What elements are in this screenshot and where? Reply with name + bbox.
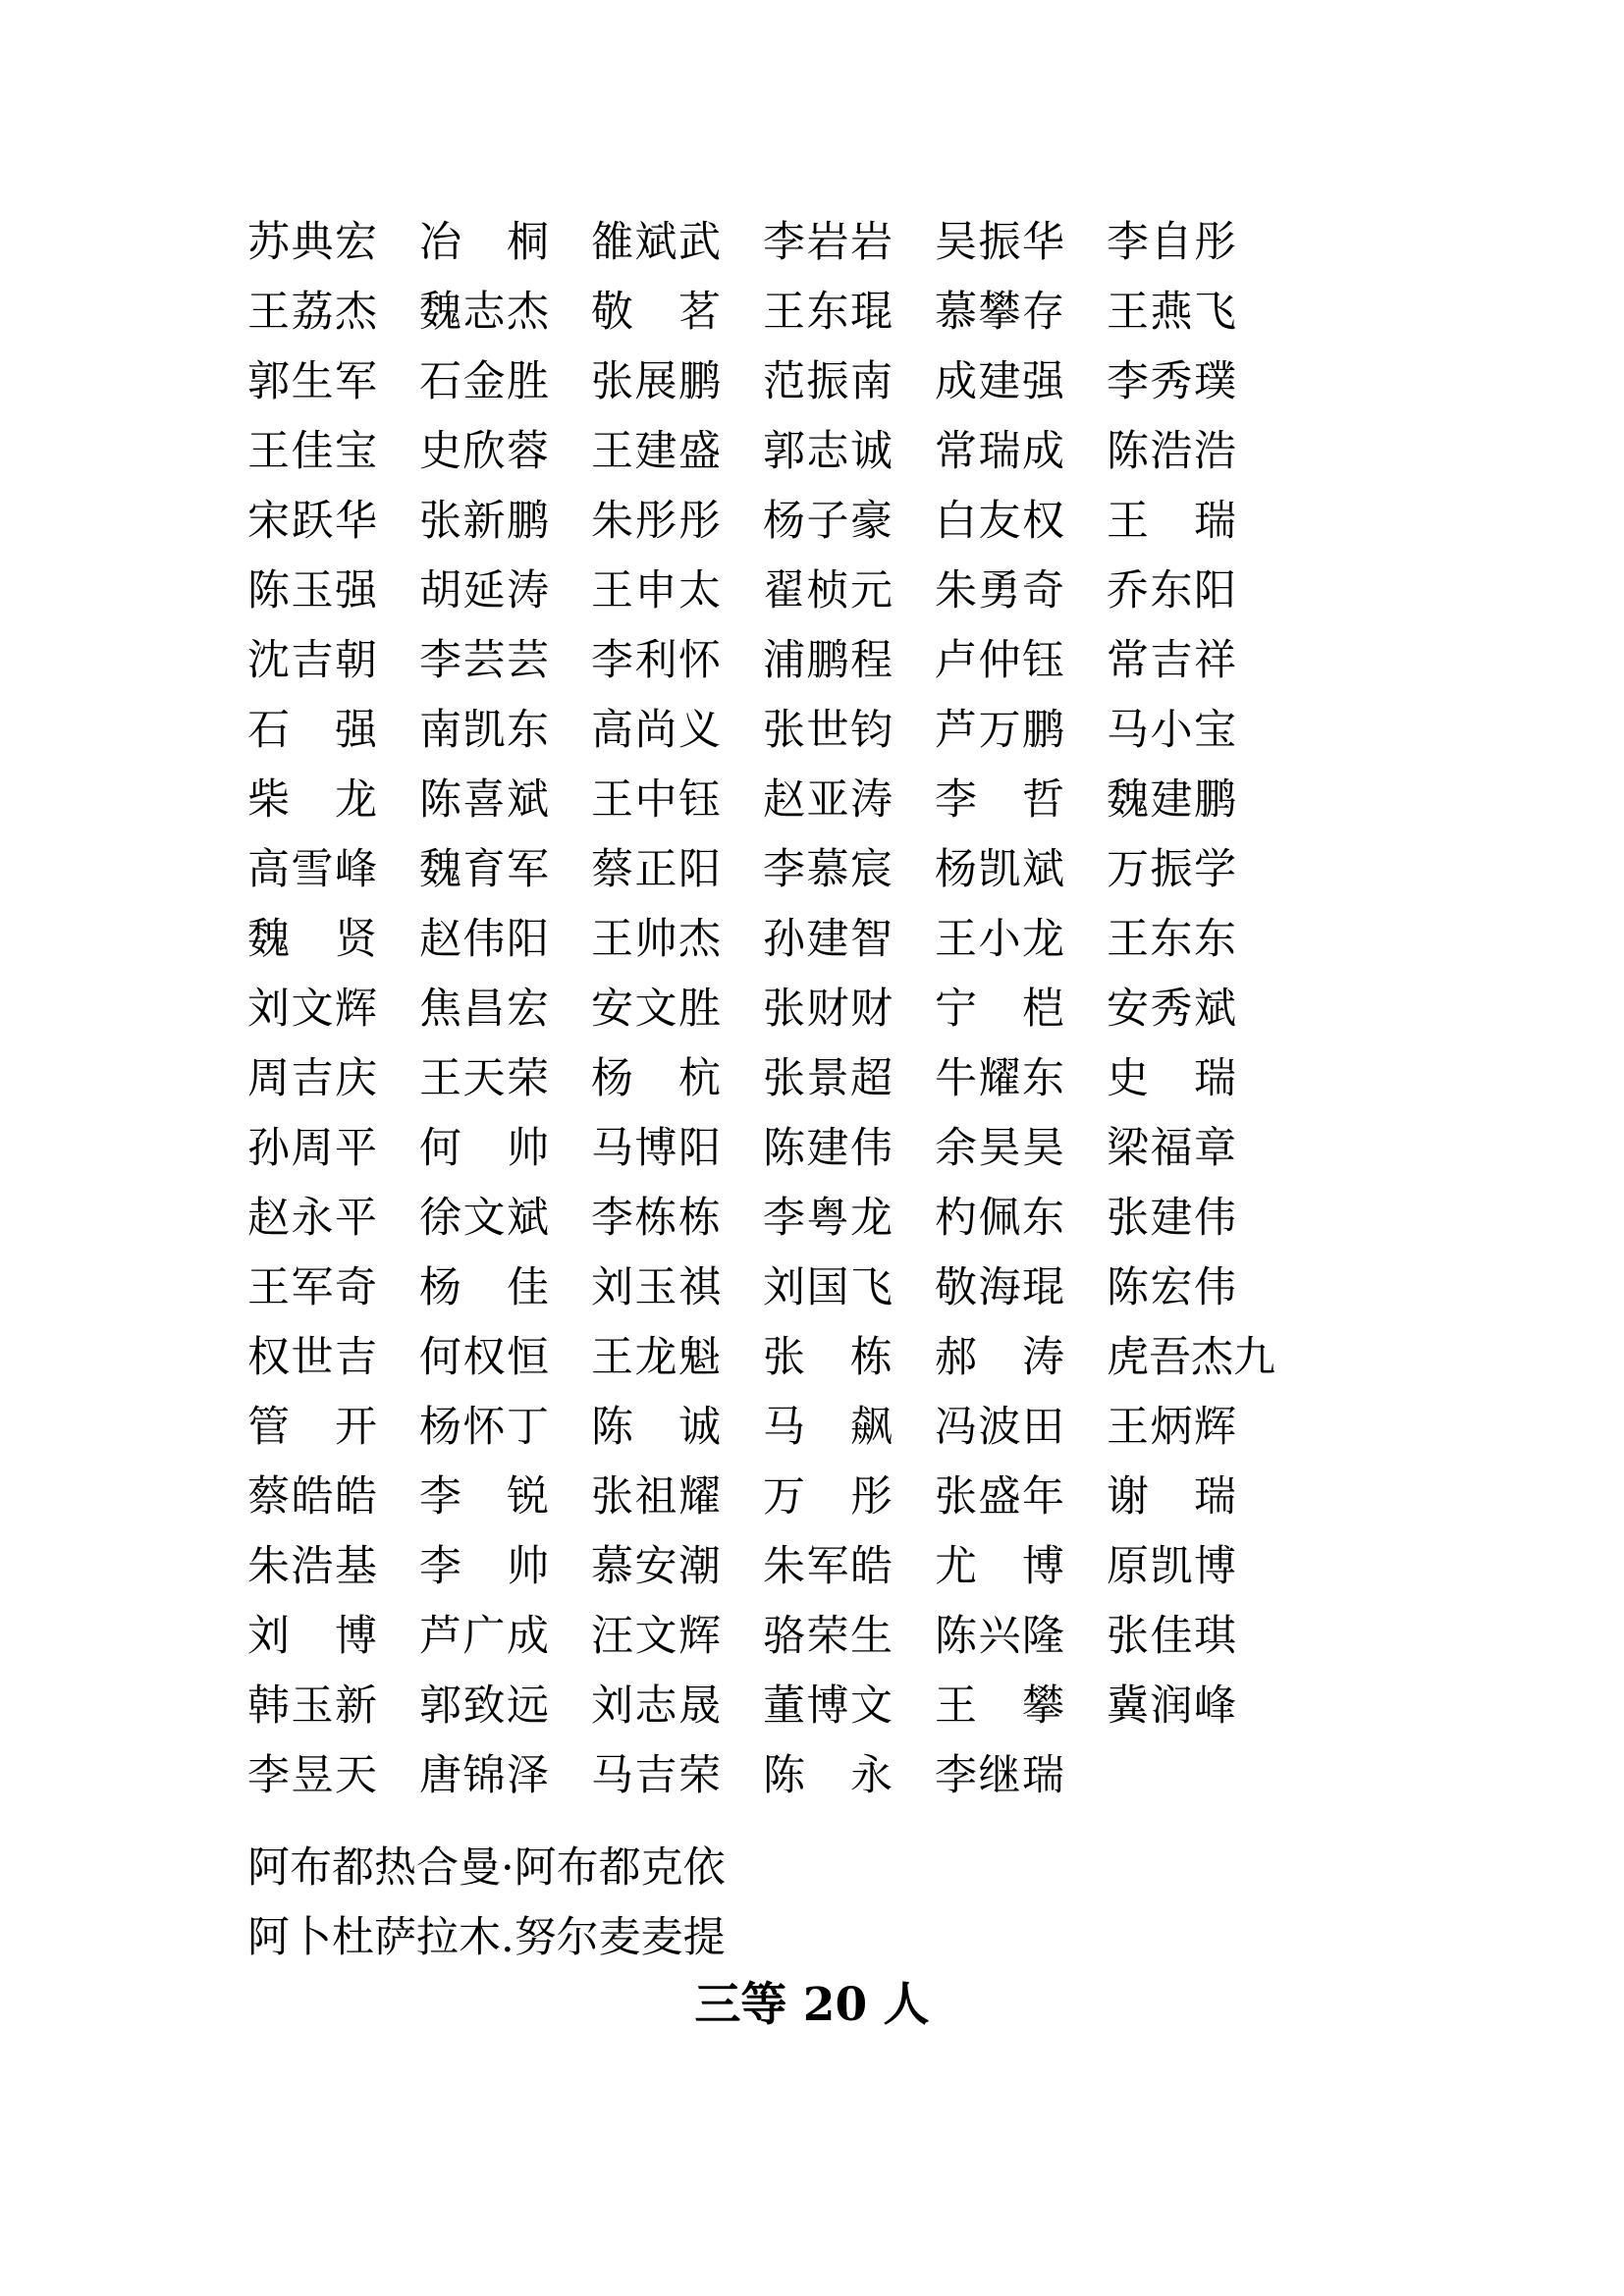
person-name: 乔东阳 (1107, 566, 1236, 615)
person-name: 李秀璞 (1107, 357, 1236, 406)
person-name: 蔡正阳 (591, 845, 721, 894)
person-name: 汪文辉 (591, 1612, 721, 1661)
person-name: 张财财 (763, 985, 893, 1034)
person-name: 石金胜 (419, 357, 549, 406)
person-name: 陈玉强 (247, 566, 377, 615)
person-name: 王东琨 (763, 288, 893, 337)
name-row (247, 1602, 1278, 1672)
person-name: 冶桐 (419, 218, 549, 267)
name-row (247, 1393, 1278, 1463)
person-name: 王军奇 (247, 1263, 377, 1312)
person-name: 陈永 (763, 1751, 893, 1800)
name-row (247, 1044, 1278, 1114)
person-name: 周吉庆 (247, 1054, 377, 1103)
person-name: 史欣蓉 (419, 427, 549, 476)
person-name: 赵永平 (247, 1194, 377, 1243)
name-row (247, 905, 1278, 975)
name-row (247, 766, 1278, 835)
person-name: 张建伟 (1107, 1194, 1236, 1243)
person-name: 杨子豪 (763, 497, 893, 546)
name-row (247, 1323, 1278, 1393)
person-name: 魏志杰 (419, 288, 549, 337)
person-name: 王天荣 (419, 1054, 549, 1103)
person-name: 王佳宝 (247, 427, 377, 476)
person-name: 南凯东 (419, 706, 549, 755)
person-name: 梁福章 (1107, 1124, 1236, 1173)
person-name: 杨怀丁 (419, 1403, 549, 1452)
person-name: 芦广成 (419, 1612, 549, 1661)
person-name: 马博阳 (591, 1124, 721, 1173)
name-row (247, 835, 1278, 905)
person-name: 牛耀东 (935, 1054, 1064, 1103)
person-name: 杨佳 (419, 1263, 549, 1312)
person-name: 杨凯斌 (935, 845, 1064, 894)
name-row (247, 1184, 1278, 1254)
person-name: 王瑞 (1107, 497, 1236, 546)
person-name: 谢瑞 (1107, 1472, 1236, 1522)
person-name: 李利怀 (591, 636, 721, 685)
person-name: 柴龙 (247, 775, 377, 825)
name-grid (247, 208, 1278, 1973)
person-name: 张栋 (763, 1333, 893, 1382)
name-row (247, 975, 1278, 1044)
person-name: 宁桤 (935, 985, 1064, 1034)
person-name: 张新鹏 (419, 497, 549, 546)
name-row (247, 417, 1278, 487)
person-name: 张佳琪 (1107, 1612, 1236, 1661)
person-name: 陈浩浩 (1107, 427, 1236, 476)
person-name: 陈兴隆 (935, 1612, 1064, 1661)
person-name: 赵亚涛 (763, 775, 893, 825)
person-name: 敬茗 (591, 288, 721, 337)
person-name: 余昊昊 (935, 1124, 1064, 1173)
person-name: 刘博 (247, 1612, 377, 1661)
person-name: 慕攀存 (935, 288, 1064, 337)
person-name: 郝涛 (935, 1333, 1064, 1382)
person-name: 刘志晟 (591, 1682, 721, 1731)
person-name: 王申太 (591, 566, 721, 615)
person-name: 安秀斌 (1107, 985, 1236, 1034)
person-name: 李慕宸 (763, 845, 893, 894)
person-name: 朱浩基 (247, 1542, 377, 1591)
person-name: 杨杭 (591, 1054, 721, 1103)
person-name: 孙建智 (763, 915, 893, 964)
person-name: 徐文斌 (419, 1194, 549, 1243)
name-row (247, 557, 1278, 626)
person-name: 朱勇奇 (935, 566, 1064, 615)
person-name-long: 阿卜杜萨拉木.努尔麦麦提 (247, 1913, 726, 1962)
name-row (247, 278, 1278, 347)
person-name: 王荔杰 (247, 288, 377, 337)
person-name: 冀润峰 (1107, 1682, 1236, 1731)
person-name: 李帅 (419, 1542, 549, 1591)
name-row (247, 347, 1278, 417)
person-name: 唐锦泽 (419, 1751, 549, 1800)
person-name: 董博文 (763, 1682, 893, 1731)
person-name: 郭生军 (247, 357, 377, 406)
person-name: 李自彤 (1107, 218, 1236, 267)
person-name: 刘文辉 (247, 985, 377, 1034)
person-name: 郭志诚 (763, 427, 893, 476)
person-name: 赵伟阳 (419, 915, 549, 964)
person-name: 宋跃华 (247, 497, 377, 546)
person-name: 安文胜 (591, 985, 721, 1034)
person-name: 雒斌武 (591, 218, 721, 267)
person-name: 范振南 (763, 357, 893, 406)
person-name: 李继瑞 (935, 1751, 1064, 1800)
name-row (247, 626, 1278, 696)
person-name: 张景超 (763, 1054, 893, 1103)
person-name: 沈吉朝 (247, 636, 377, 685)
person-name: 马吉荣 (591, 1751, 721, 1800)
person-name: 马小宝 (1107, 706, 1236, 755)
person-name: 虎吾杰九 (1107, 1333, 1275, 1382)
person-name: 原凯博 (1107, 1542, 1236, 1591)
person-name: 王炳辉 (1107, 1403, 1236, 1452)
person-name: 刘国飞 (763, 1263, 893, 1312)
person-name: 史瑞 (1107, 1054, 1236, 1103)
person-name: 王建盛 (591, 427, 721, 476)
section-footer-grade-count: 三等 20 人 (694, 1978, 930, 2032)
person-name: 李昱天 (247, 1751, 377, 1800)
person-name: 李粤龙 (763, 1194, 893, 1243)
person-name: 常吉祥 (1107, 636, 1236, 685)
name-row (247, 1254, 1278, 1323)
person-name: 苏典宏 (247, 218, 377, 267)
person-name: 李岩岩 (763, 218, 893, 267)
person-name: 张盛年 (935, 1472, 1064, 1522)
person-name: 王攀 (935, 1682, 1064, 1731)
person-name: 韩玉新 (247, 1682, 377, 1731)
person-name: 冯波田 (935, 1403, 1064, 1452)
person-name: 魏育军 (419, 845, 549, 894)
person-name: 万彤 (763, 1472, 893, 1522)
person-name: 蔡皓皓 (247, 1472, 377, 1522)
person-name: 何权恒 (419, 1333, 549, 1382)
person-name: 李锐 (419, 1472, 549, 1522)
name-row (247, 487, 1278, 557)
person-name: 芦万鹏 (935, 706, 1064, 755)
person-name: 陈喜斌 (419, 775, 549, 825)
person-name: 王中钰 (591, 775, 721, 825)
person-name-long: 阿布都热合曼·阿布都克依 (247, 1843, 726, 1893)
person-name: 魏贤 (247, 915, 377, 964)
person-name: 陈建伟 (763, 1124, 893, 1173)
person-name: 张展鹏 (591, 357, 721, 406)
name-row (247, 1741, 1278, 1811)
person-name: 刘玉祺 (591, 1263, 721, 1312)
person-name: 慕安潮 (591, 1542, 721, 1591)
name-row (247, 1114, 1278, 1184)
person-name: 李哲 (935, 775, 1064, 825)
person-name: 魏建鹏 (1107, 775, 1236, 825)
person-name: 高雪峰 (247, 845, 377, 894)
person-name: 吴振华 (935, 218, 1064, 267)
person-name: 朱彤彤 (591, 497, 721, 546)
person-name: 张世钧 (763, 706, 893, 755)
person-name: 陈宏伟 (1107, 1263, 1236, 1312)
person-name: 胡延涛 (419, 566, 549, 615)
person-name: 张祖耀 (591, 1472, 721, 1522)
person-name: 成建强 (935, 357, 1064, 406)
person-name: 李芸芸 (419, 636, 549, 685)
person-name: 郭致远 (419, 1682, 549, 1731)
person-name: 王小龙 (935, 915, 1064, 964)
name-row (247, 1463, 1278, 1532)
person-name: 骆荣生 (763, 1612, 893, 1661)
person-name: 孙周平 (247, 1124, 377, 1173)
person-name: 管开 (247, 1403, 377, 1452)
person-name: 卢仲钰 (935, 636, 1064, 685)
person-name: 焦昌宏 (419, 985, 549, 1034)
person-name: 杓佩东 (935, 1194, 1064, 1243)
person-name: 浦鹏程 (763, 636, 893, 685)
person-name: 常瑞成 (935, 427, 1064, 476)
person-name: 马飙 (763, 1403, 893, 1452)
name-row (247, 696, 1278, 766)
person-name: 王帅杰 (591, 915, 721, 964)
person-name: 石强 (247, 706, 377, 755)
person-name: 王东东 (1107, 915, 1236, 964)
person-name: 朱军皓 (763, 1542, 893, 1591)
person-name: 陈诚 (591, 1403, 721, 1452)
person-name: 王燕飞 (1107, 288, 1236, 337)
person-name: 权世吉 (247, 1333, 377, 1382)
person-name: 尤博 (935, 1542, 1064, 1591)
name-row (247, 1532, 1278, 1602)
person-name: 高尚义 (591, 706, 721, 755)
person-name: 王龙魁 (591, 1333, 721, 1382)
person-name: 李栋栋 (591, 1194, 721, 1243)
name-row (247, 1672, 1278, 1741)
person-name: 敬海琨 (935, 1263, 1064, 1312)
person-name: 翟桢元 (763, 566, 893, 615)
person-name: 白友权 (935, 497, 1064, 546)
person-name: 万振学 (1107, 845, 1236, 894)
person-name: 何帅 (419, 1124, 549, 1173)
name-row (247, 208, 1278, 278)
